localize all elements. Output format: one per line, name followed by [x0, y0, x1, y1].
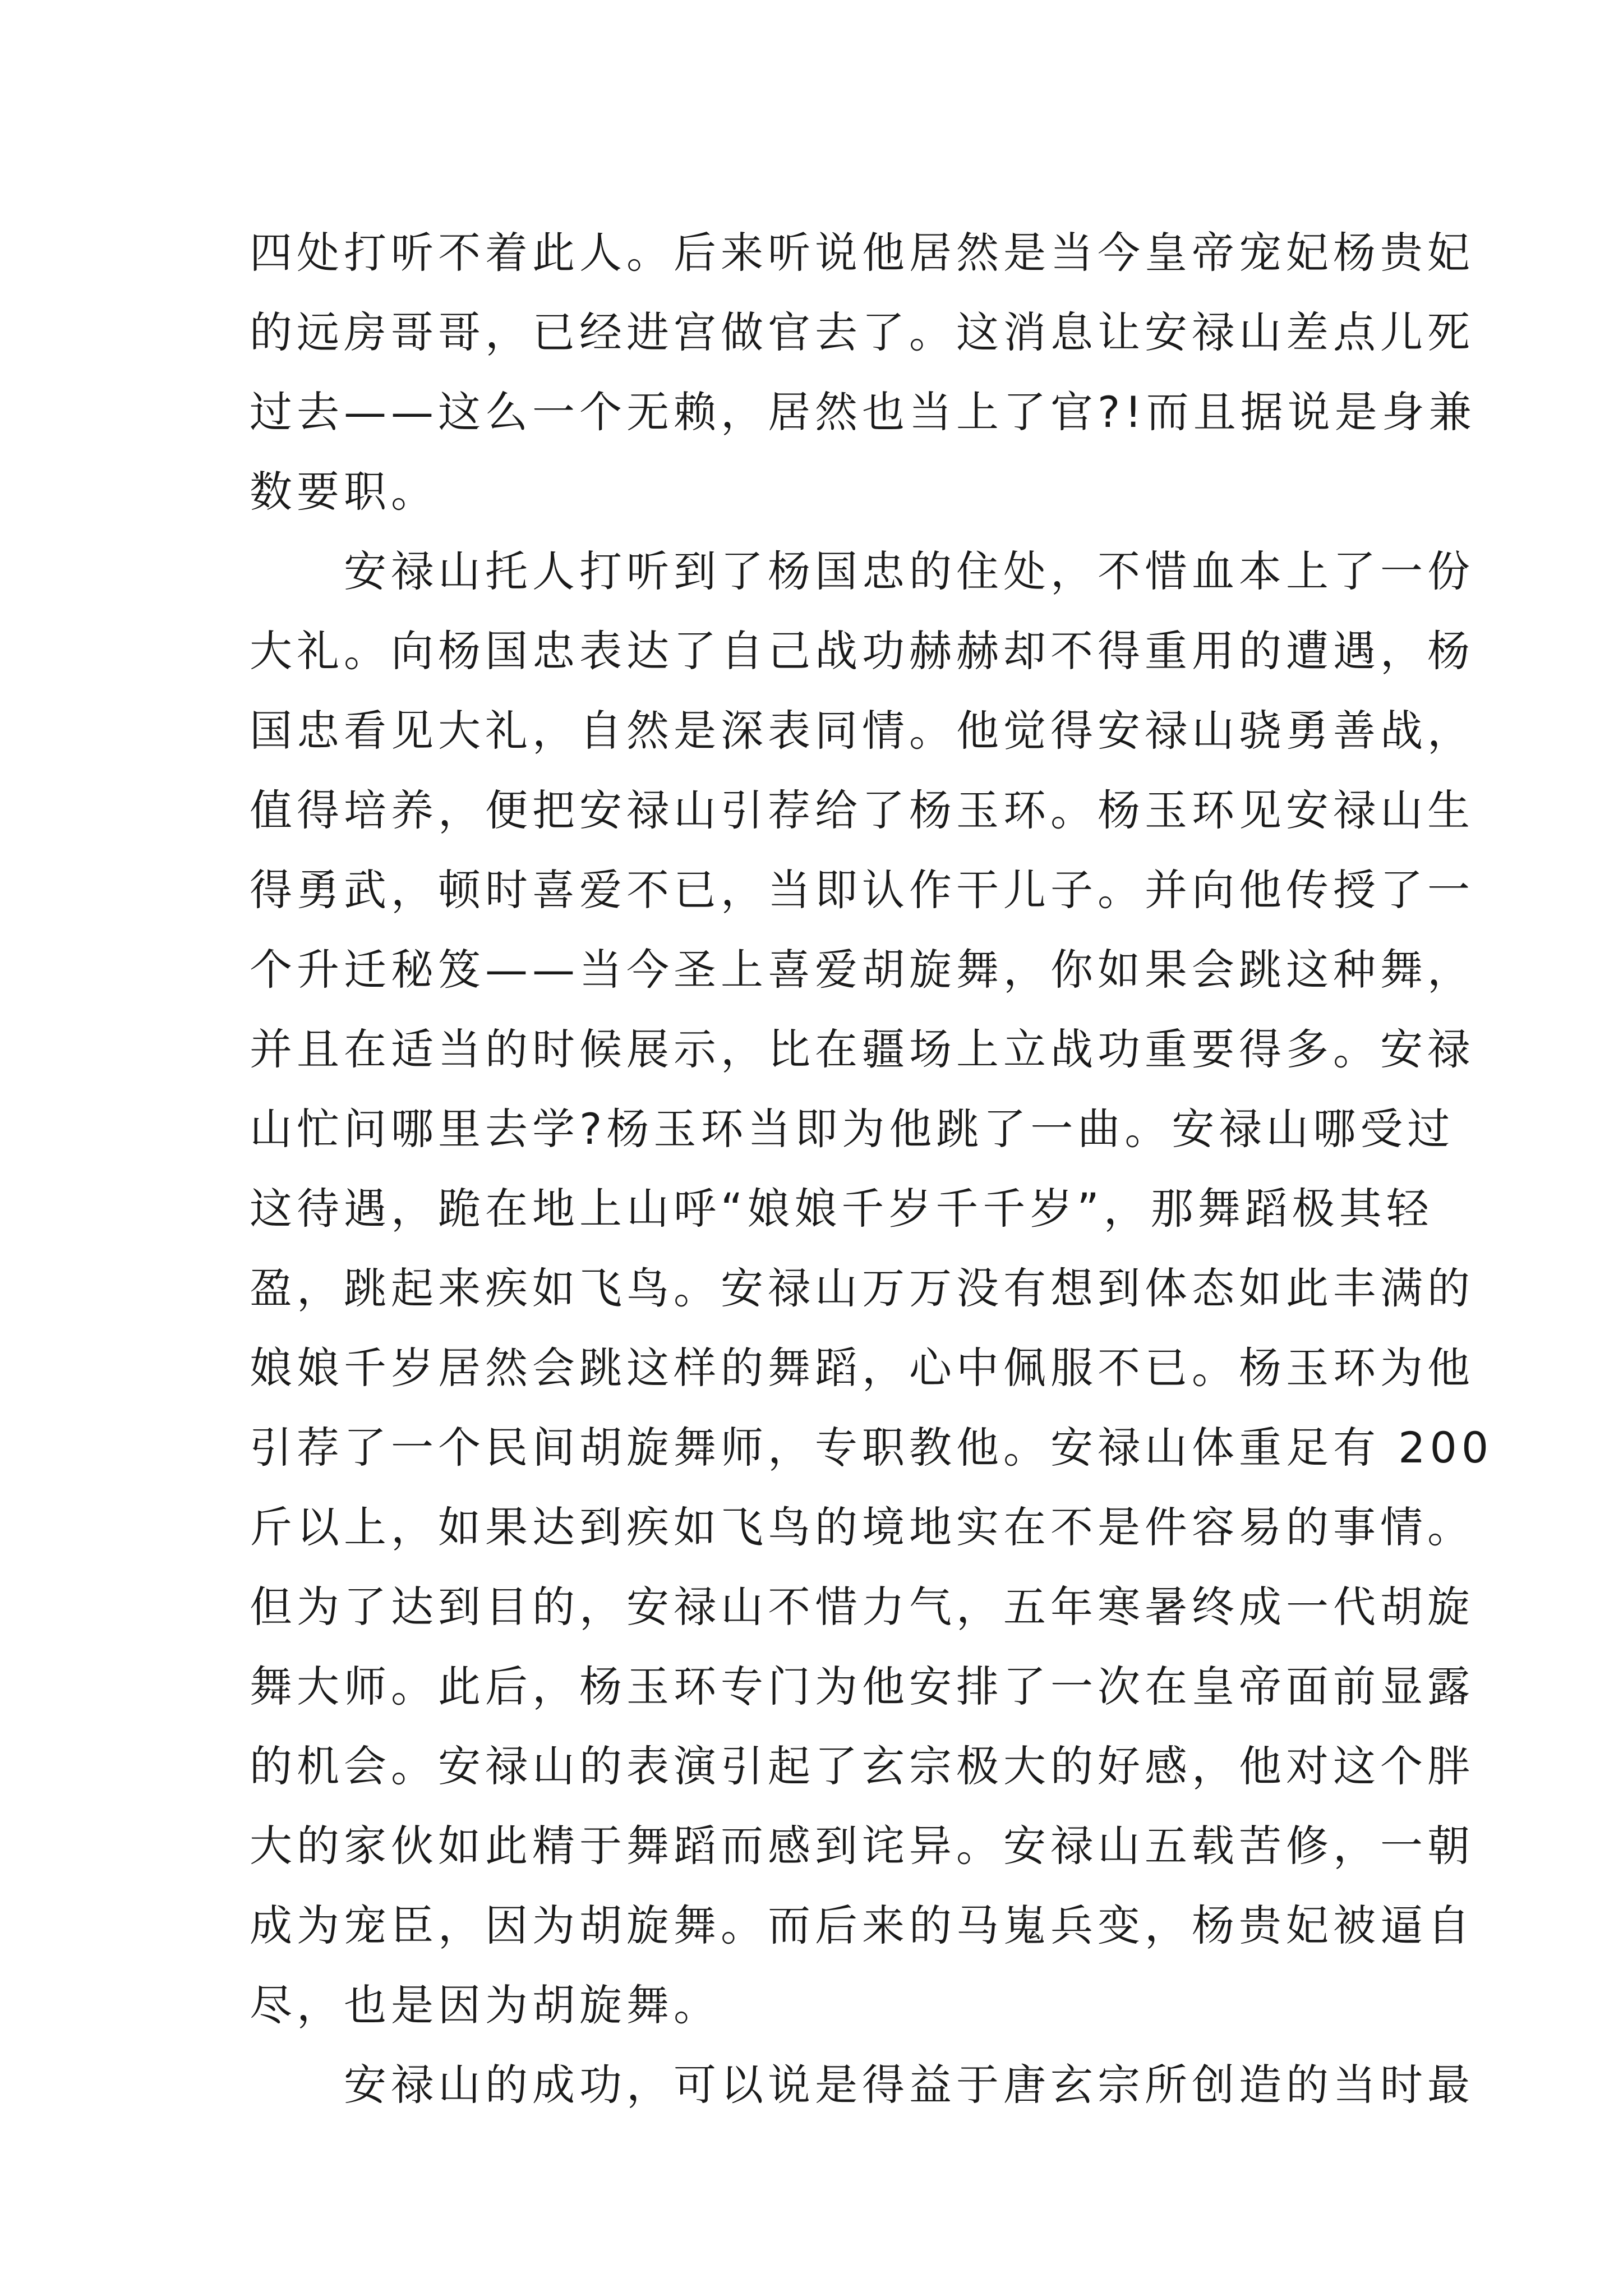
text-line: 过去——这么一个无赖，居然也当上了官?!而且据说是身兼 — [250, 387, 1476, 437]
text-line: 这待遇，跪在地上山呼“娘娘千岁千千岁”，那舞蹈极其轻 — [250, 1184, 1433, 1234]
text-line: 山忙问哪里去学?杨玉环当即为他跳了一曲。安禄山哪受过 — [250, 1104, 1455, 1154]
text-line: 引荐了一个民间胡旋舞师，专职教他。安禄山体重足有 200 — [250, 1423, 1493, 1473]
text-line: 大礼。向杨国忠表达了自己战功赫赫却不得重用的遭遇，杨 — [250, 626, 1474, 676]
text-line: 娘娘千岁居然会跳这样的舞蹈，心中佩服不已。杨玉环为他 — [250, 1343, 1474, 1393]
text-line: 国忠看见大礼，自然是深表同情。他觉得安禄山骁勇善战， — [250, 706, 1474, 756]
text-line: 的机会。安禄山的表演引起了玄宗极大的好感，他对这个胖 — [250, 1741, 1474, 1791]
text-line: 安禄山的成功，可以说是得益于唐玄宗所创造的当时最 — [250, 2060, 1474, 2110]
text-line: 得勇武，顿时喜爱不已，当即认作干儿子。并向他传授了一 — [250, 865, 1474, 915]
text-line: 但为了达到目的，安禄山不惜力气，五年寒暑终成一代胡旋 — [250, 1582, 1474, 1632]
text-line: 并且在适当的时候展示，比在疆场上立战功重要得多。安禄 — [250, 1024, 1474, 1074]
body-text — [250, 213, 1493, 2125]
text-line: 值得培养，便把安禄山引荐给了杨玉环。杨玉环见安禄山生 — [250, 785, 1474, 835]
text-line: 四处打听不着此人。后来听说他居然是当今皇帝宠妃杨贵妃 — [250, 228, 1474, 278]
text-line: 安禄山托人打听到了杨国忠的住处，不惜血本上了一份 — [250, 546, 1474, 596]
text-line: 尽，也是因为胡旋舞。 — [250, 1980, 721, 2030]
text-line: 大的家伙如此精于舞蹈而感到诧异。安禄山五载苦修，一朝 — [250, 1821, 1474, 1871]
text-line: 舞大师。此后，杨玉环专门为他安排了一次在皇帝面前显露 — [250, 1662, 1474, 1711]
text-line: 斤以上，如果达到疾如飞鸟的境地实在不是件容易的事情。 — [250, 1502, 1474, 1552]
text-line: 盈，跳起来疾如飞鸟。安禄山万万没有想到体态如此丰满的 — [250, 1263, 1474, 1313]
text-line: 成为宠臣，因为胡旋舞。而后来的马嵬兵变，杨贵妃被逼自 — [250, 1901, 1474, 1950]
text-line: 个升迁秘笈——当今圣上喜爱胡旋舞，你如果会跳这种舞， — [250, 945, 1474, 995]
text-line: 的远房哥哥，已经进宫做官去了。这消息让安禄山差点儿死 — [250, 307, 1474, 357]
text-line: 数要职。 — [250, 467, 438, 517]
